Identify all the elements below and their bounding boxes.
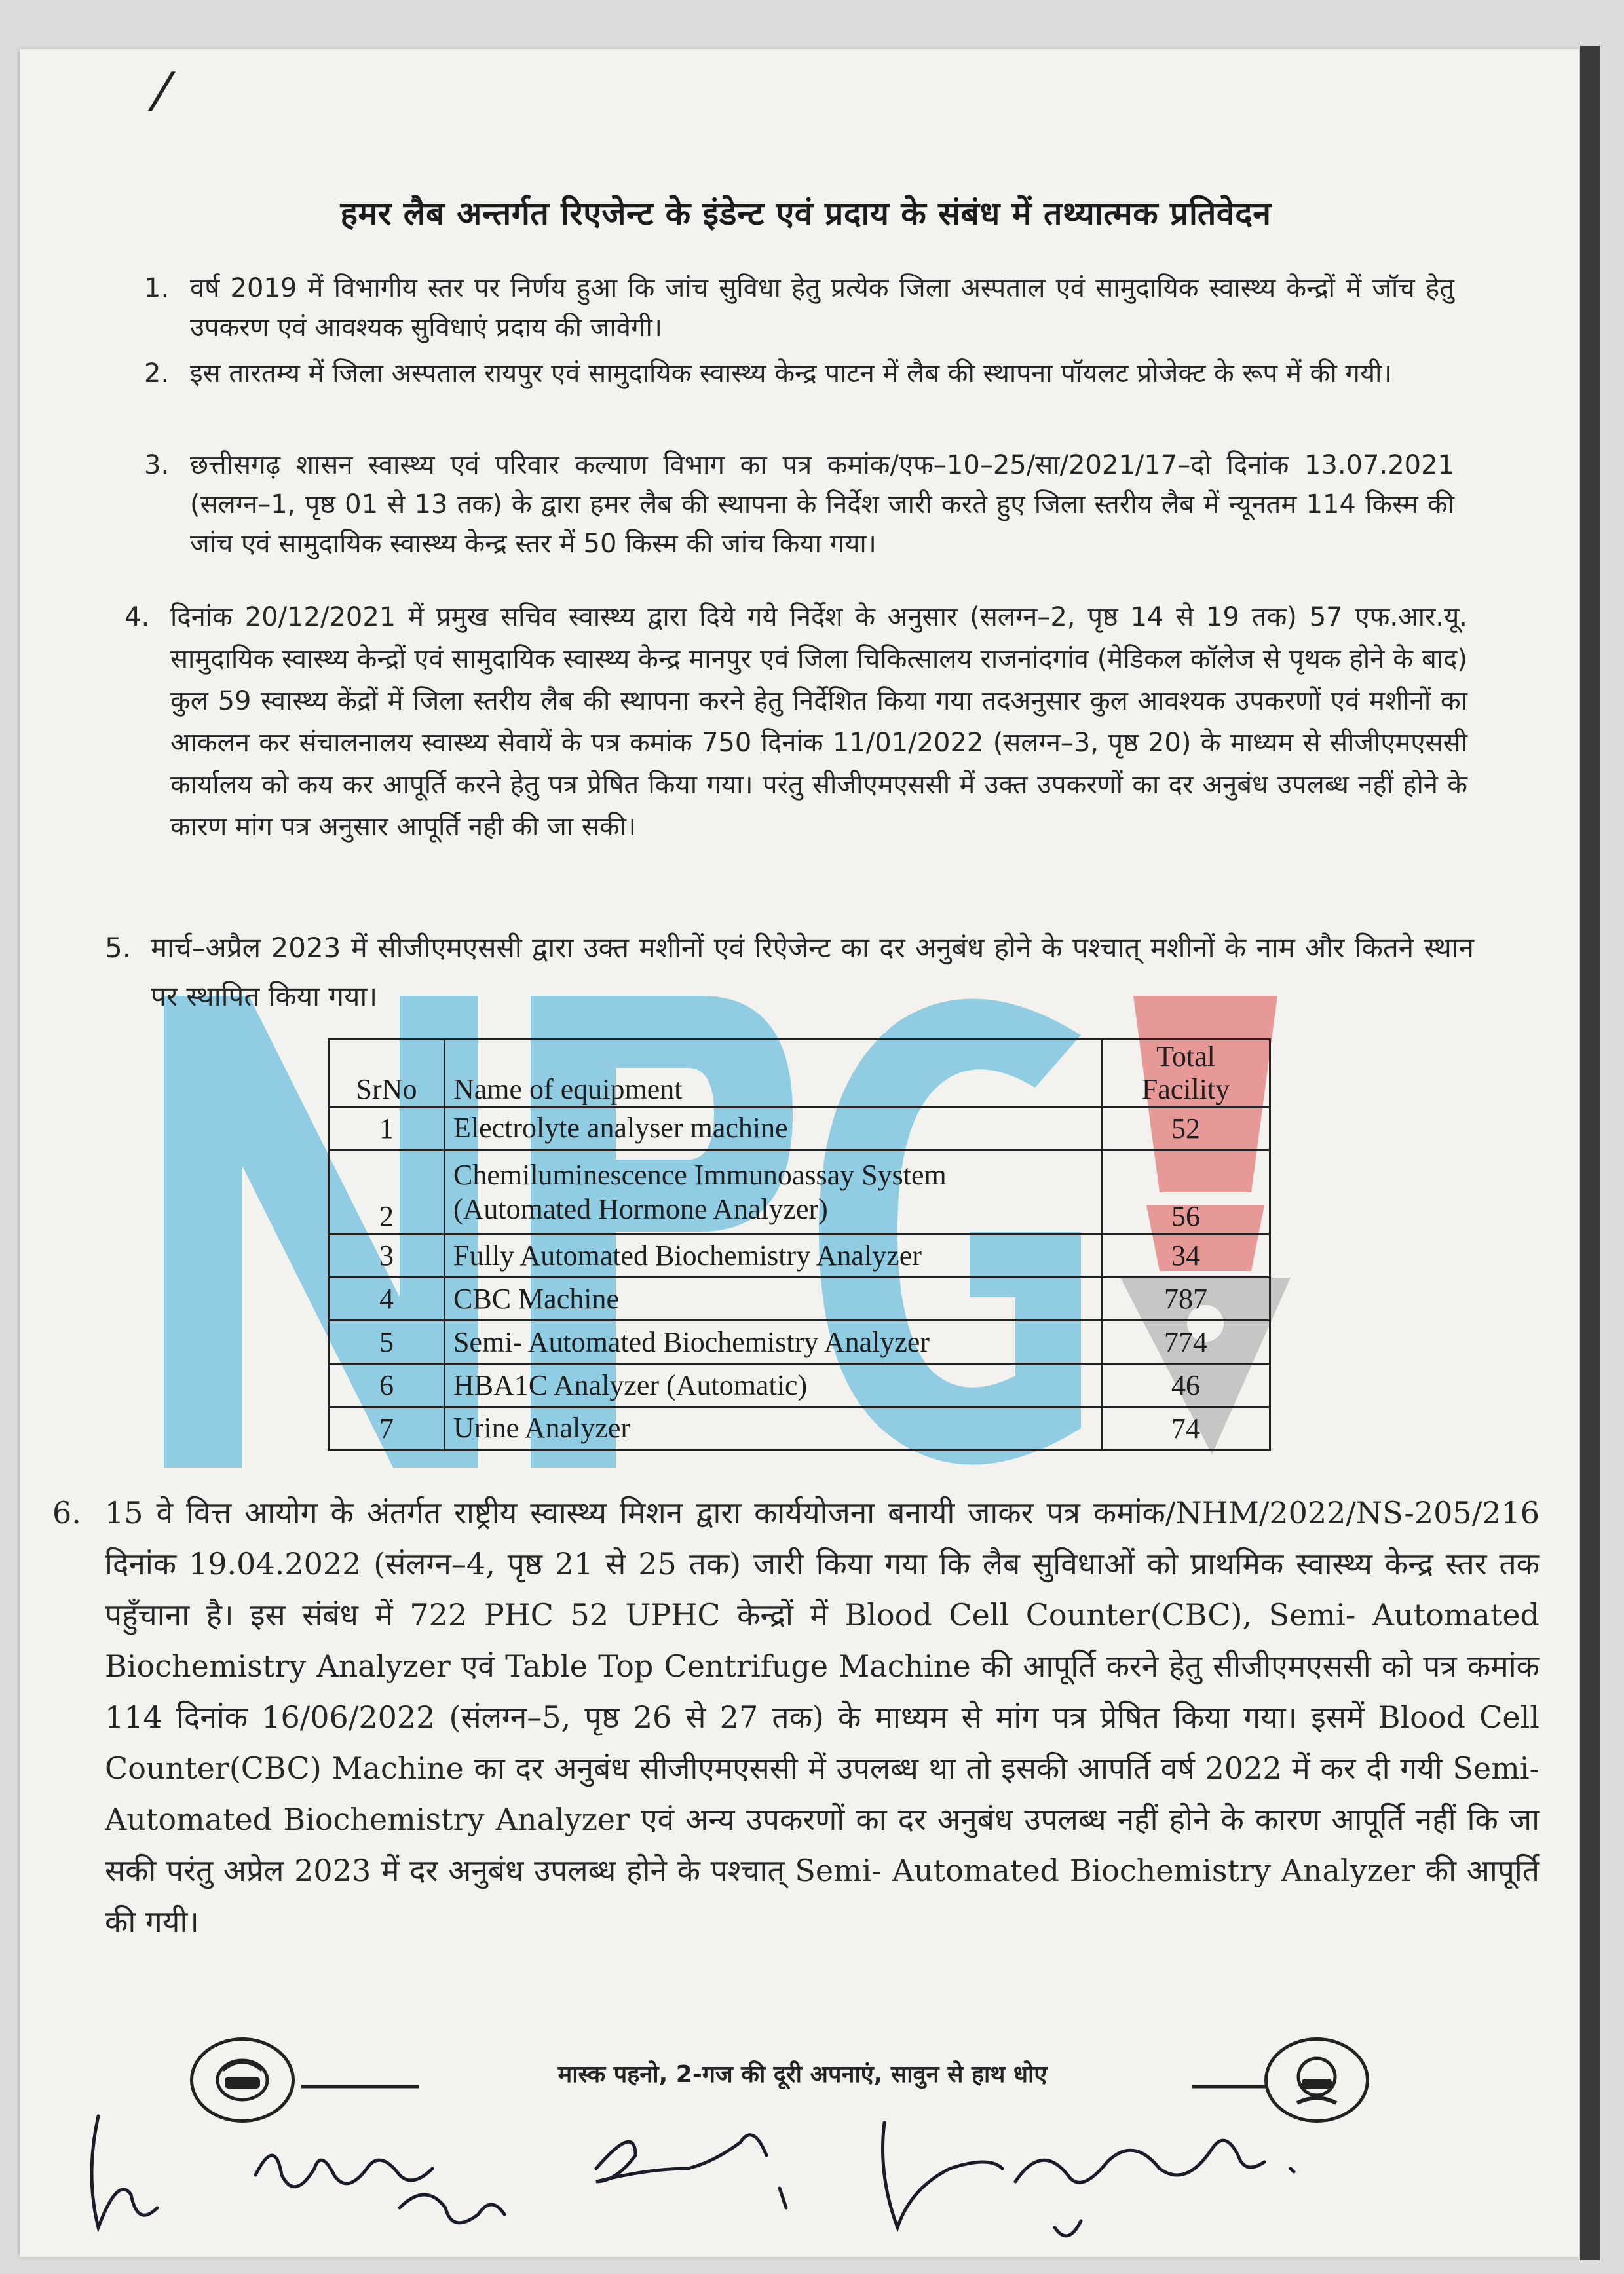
cell-total: 74 bbox=[1102, 1407, 1270, 1450]
point-6 bbox=[52, 1487, 1539, 1947]
point-text: छत्तीसगढ़ शासन स्वास्थ्य एवं परिवार कल्याण विभाग का पत्र कमांक/एफ–10–25/सा/2021/17–दो दिनांक 13.07.2021 (सलग्न–1, पृष्ठ 01 से 13 तक) के द्वारा हमर लैब की स्थापना के निर्देश जारी करते हुए जिला स्तरीय लैब में न्यूनतम 114 किस्म की जांच एवं सामुदायिक स्वास्थ्य केन्द्र स्तर में 50 किस्म की जांच किया गया। bbox=[190, 450, 1454, 559]
point-number: 4. bbox=[124, 602, 150, 632]
cell-srno: 6 bbox=[329, 1364, 445, 1407]
equipment-table bbox=[328, 1038, 1271, 1451]
cell-equipment: Semi- Automated Biochemistry Analyzer bbox=[445, 1321, 1102, 1364]
header-srno: SrNo bbox=[329, 1040, 445, 1107]
point-text: 15 वे वित्त आयोग के अंतर्गत राष्ट्रीय स्वास्थ्य मिशन द्वारा कार्ययोजना बनायी जाकर पत्र कमांक/NHM/2022/NS-205/216 दिनांक 19.04.2022 (संलग्न–4, पृष्ठ 21 से 25 तक) जारी किया गया कि लैब सुविधाओं को प्राथमिक स्वास्थ्य केन्द्र स्तर तक पहुँचाना है। इस संबंध में 722 PHC 52 UPHC केन्द्रों में Blood Cell Counter(CBC), Semi- Automated Biochemistry Analyzer एवं Table Top Centrifuge Machine की आपूर्ति करने हेतु सीजीएमएससी को पत्र कमांक 114 दिनांक 16/06/2022 (संलग्न–5, पृष्ठ 26 से 27 तक) के माध्यम से मांग पत्र प्रेषित किया गया। इसमें Blood Cell Counter(CBC) Machine का दर अनुबंध सीजीएमएससी में उपलब्ध था तो इसकी आपर्ति वर्ष 2022 में कर दी गयी Semi- Automated Biochemistry Analyzer एवं अन्य उपकरणों का दर अनुबंध उपलब्ध नहीं होने के कारण आपूर्ति नहीं कि जा सकी परंतु अप्रेल 2023 में दर अनुबंध उपलब्ध होने के पश्चात् Semi- Automated Biochemistry Analyzer की आपूर्ति की गयी। bbox=[105, 1495, 1539, 1939]
table-row bbox=[329, 1364, 1270, 1407]
point-text: वर्ष 2019 में विभागीय स्तर पर निर्णय हुआ कि जांच सुविधा हेतु प्रत्येक जिला अस्पताल एवं सामुदायिक स्वास्थ्य केन्द्रों में जॉच हेतु उपकरण एवं आवश्यक सुविधाएं प्रदाय की जावेगी। bbox=[190, 273, 1454, 343]
header-total-line1: Total bbox=[1156, 1040, 1215, 1072]
table-row bbox=[329, 1407, 1270, 1450]
cell-equipment: HBA1C Analyzer (Automatic) bbox=[445, 1364, 1102, 1407]
point-number: 6. bbox=[52, 1495, 81, 1530]
document-title: हमर लैब अन्तर्गत रिएजेन्ट के इंडेन्ट एवं प्रदाय के संबंध में तथ्यात्मक प्रतिवेदन bbox=[340, 195, 1272, 233]
cell-total: 774 bbox=[1102, 1321, 1270, 1364]
cell-srno: 2 bbox=[329, 1150, 445, 1234]
table-row bbox=[329, 1234, 1270, 1278]
footer-slogan: मास्क पहनो, 2-गज की दूरी अपनाएं, सावुन से हाथ धोए bbox=[557, 2061, 1048, 2088]
point-3 bbox=[144, 445, 1454, 563]
point-4 bbox=[124, 596, 1467, 848]
point-1 bbox=[144, 269, 1454, 347]
cell-equipment: CBC Machine bbox=[445, 1278, 1102, 1321]
cell-equipment-line1: Chemiluminescence Immunoassay System bbox=[453, 1158, 947, 1191]
cell-total: 52 bbox=[1102, 1107, 1270, 1150]
point-text: इस तारतम्य में जिला अस्पताल रायपुर एवं सामुदायिक स्वास्थ्य केन्द्र पाटन में लैब की स्थापना पॉयलट प्रोजेक्ट के रूप में की गयी। bbox=[190, 358, 1392, 388]
cell-equipment: Electrolyte analyser machine bbox=[445, 1107, 1102, 1150]
point-number: 3. bbox=[144, 450, 170, 480]
cell-total: 56 bbox=[1102, 1150, 1270, 1234]
point-text: दिनांक 20/12/2021 में प्रमुख सचिव स्वास्थ्य द्वारा दिये गये निर्देश के अनुसार (सलग्न–2, पृष्ठ 14 से 19 तक) 57 एफ.आर.यू. सामुदायिक स्वास्थ्य केन्द्रों एवं सामुदायिक स्वास्थ्य केन्द्र मानपुर एवं जिला चिकित्सालय राजनांदगांव (मेडिकल कॉलेज से पृथक होने के बाद) कुल 59 स्वास्थ्य केंद्रों में जिला स्तरीय लैब की स्थापना करने हेतु निर्देशित किया गया तदअनुसार कुल आवश्यक उपकरणों एवं मशीनों का आकलन कर संचालनालय स्वास्थ्य सेवायें के पत्र कमांक 750 दिनांक 11/01/2022 (सलग्न–3, पृष्ठ 20) के माध्यम से सीजीएमएससी कार्यालय को कय कर आपूर्ति करने हेतु पत्र प्रेषित किया गया। परंतु सीजीएमएससी में उक्त उपकरणों का दर अनुबंध उपलब्ध नहीं होने के कारण मांग पत्र अनुसार आपूर्ति नही की जा सकी। bbox=[170, 602, 1467, 842]
cell-total: 787 bbox=[1102, 1278, 1270, 1321]
table-row bbox=[329, 1278, 1270, 1321]
point-text: मार्च–अप्रैल 2023 में सीजीएमएससी द्वारा उक्त मशीनों एवं रिऐजेन्ट का दर अनुबंध होने के पश्चात् मशीनों के नाम और कितने स्थान पर स्थापित किया गया। bbox=[151, 932, 1474, 1012]
point-5 bbox=[105, 924, 1474, 1021]
cell-total: 46 bbox=[1102, 1364, 1270, 1407]
table-row bbox=[329, 1107, 1270, 1150]
table-header-row bbox=[329, 1040, 1270, 1107]
cell-equipment: Fully Automated Biochemistry Analyzer bbox=[445, 1234, 1102, 1278]
header-total-facility bbox=[1102, 1040, 1270, 1107]
handwritten-signatures bbox=[59, 2096, 1435, 2260]
table-row bbox=[329, 1150, 1270, 1234]
point-2 bbox=[144, 354, 1454, 393]
point-number: 5. bbox=[105, 932, 132, 964]
pen-mark: ⁄ bbox=[157, 62, 166, 123]
point-number: 2. bbox=[144, 358, 170, 388]
cell-total: 34 bbox=[1102, 1234, 1270, 1278]
page-edge-shadow bbox=[1580, 46, 1600, 2260]
cell-equipment-line2: (Automated Hormone Analyzer) bbox=[453, 1192, 828, 1225]
point-number: 1. bbox=[144, 273, 170, 303]
header-equipment-name: Name of equipment bbox=[445, 1040, 1102, 1107]
cell-srno: 3 bbox=[329, 1234, 445, 1278]
cell-srno: 5 bbox=[329, 1321, 445, 1364]
table-row bbox=[329, 1321, 1270, 1364]
cell-srno: 7 bbox=[329, 1407, 445, 1450]
cell-srno: 4 bbox=[329, 1278, 445, 1321]
cell-equipment: Urine Analyzer bbox=[445, 1407, 1102, 1450]
cell-equipment bbox=[445, 1150, 1102, 1234]
cell-srno: 1 bbox=[329, 1107, 445, 1150]
header-total-line2: Facility bbox=[1141, 1073, 1230, 1105]
